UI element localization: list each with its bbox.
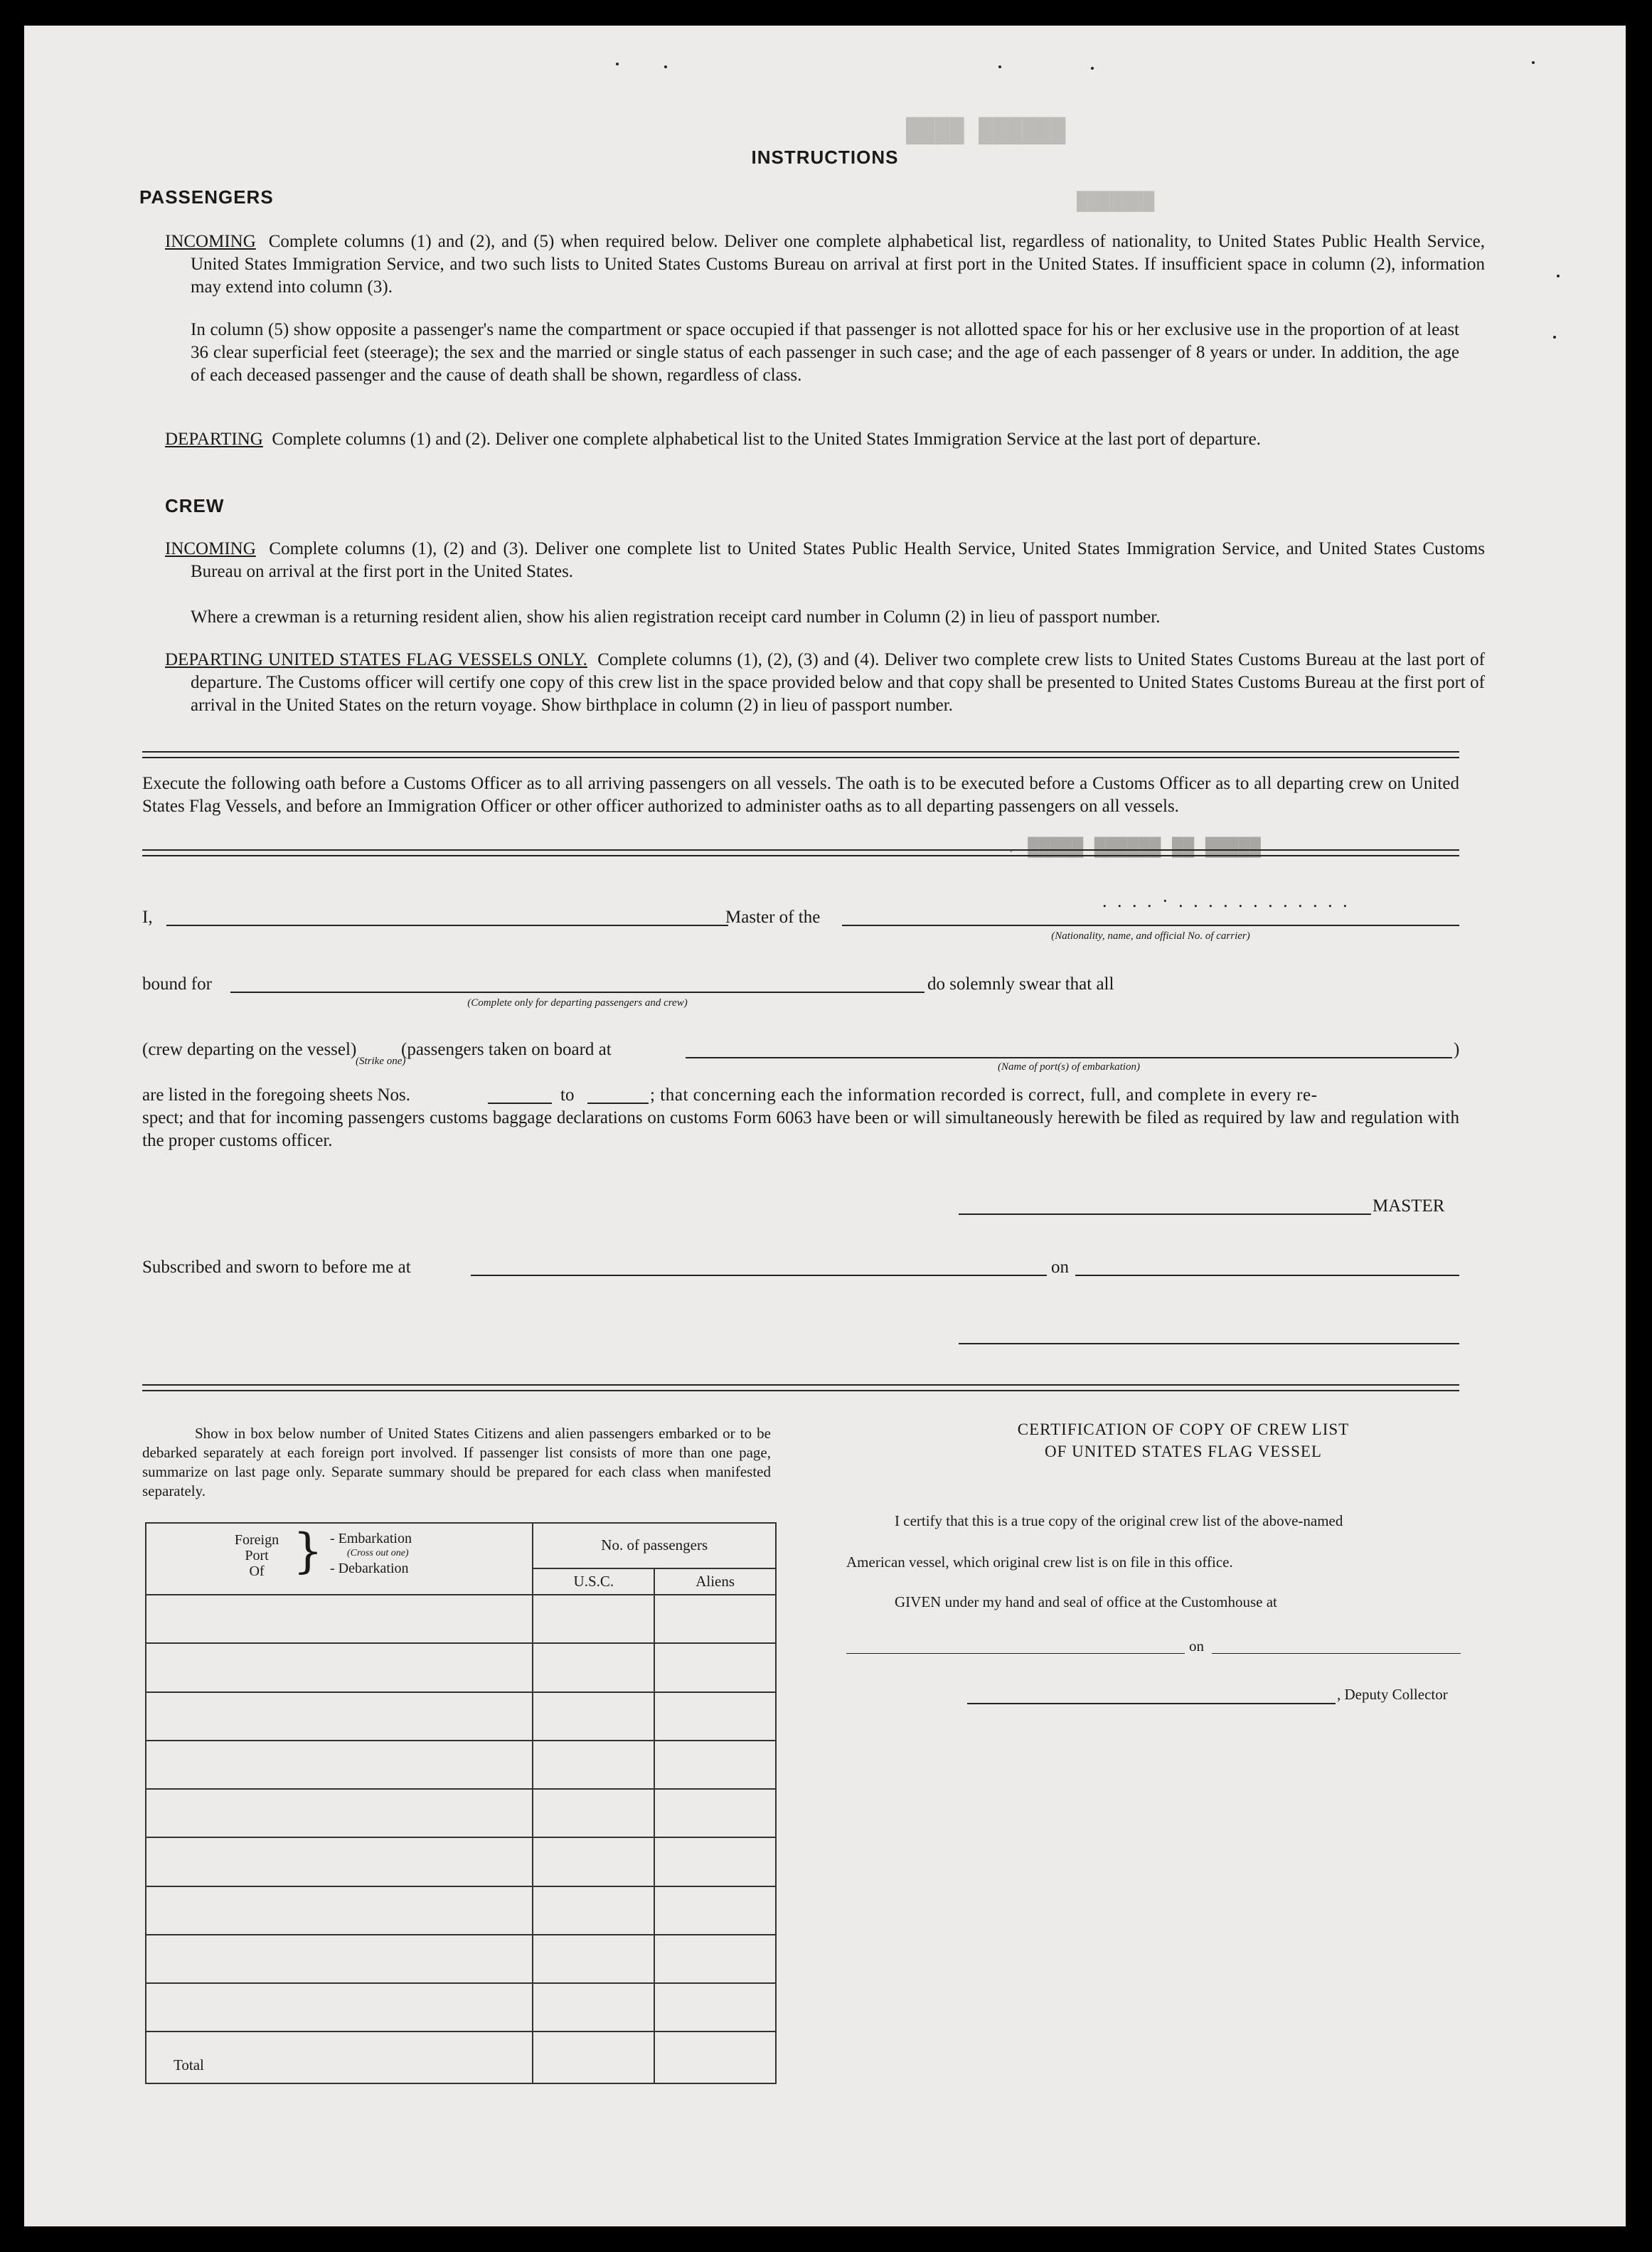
- usc-cell[interactable]: [533, 1837, 654, 1886]
- incoming-label: INCOMING: [165, 232, 256, 251]
- column5-paragraph: In column (5) show opposite a passenger's name the compartment or space occupied if that passenger is not allotted space for his or her exclusive use in the proportion of at least 36 clear superficial feet (steerage); the sex and the married or single status of each passenger in such case; and the age of each passenger of 8 years or under. In addition, the age of each deceased passenger and the cause of death shall be shown, regardless of class.: [191, 320, 1459, 385]
- aliens-cell[interactable]: [654, 1837, 776, 1886]
- aliens-cell[interactable]: [654, 1595, 776, 1643]
- aliens-cell[interactable]: [654, 1935, 776, 1983]
- officer-signature-field[interactable]: [959, 1343, 1459, 1344]
- usc-cell[interactable]: [533, 1741, 654, 1789]
- certification-title-line1: CERTIFICATION OF COPY OF CREW LIST: [1017, 1420, 1350, 1438]
- usc-cell[interactable]: [533, 1643, 654, 1691]
- crew-incoming-paragraph: [165, 538, 1485, 583]
- returning-alien-paragraph: Where a crewman is a returning resident alien, show his alien registration receipt card number in Column (2) in lieu of passport number.: [191, 607, 1161, 627]
- usc-header: U.S.C.: [533, 1568, 654, 1595]
- foreign-label: Foreign: [234, 1532, 279, 1548]
- section-divider: [142, 1384, 1459, 1391]
- summary-instructions: Show in box below number of United States Citizens and alien passengers embarked or to be debarked separately at each foreign port involved. If passenger list consists of more than one page, summarize on last page only. Separate summary should be prepared for each class when manifested separately.: [142, 1425, 771, 1499]
- port-cell[interactable]: [146, 1595, 533, 1643]
- bound-for-label: bound for: [142, 974, 212, 994]
- aliens-total-cell[interactable]: [654, 2031, 776, 2083]
- port-cell[interactable]: [146, 1789, 533, 1837]
- usc-cell[interactable]: [533, 1886, 654, 1935]
- aliens-header: Aliens: [654, 1568, 776, 1595]
- bleed-through-text: ███████: [1077, 191, 1155, 212]
- bleed-through-text: ██████ ████: [906, 118, 1066, 145]
- passengers-incoming-paragraph: [165, 230, 1485, 299]
- solemnly-swear-label: do solemnly swear that all: [927, 974, 1114, 994]
- port-cell[interactable]: [146, 1837, 533, 1886]
- crew-departing-text: Complete columns (1), (2), (3) and (4). Deliver two complete crew lists to United States Customs Bureau at the last port of departure. The Customs officer will certify one copy of this crew list in the space provided below and that copy shall be presented to United States Customs Bureau at the first port of arrival in the United States on the return voyage. Show birthplace in column (2) in lieu of passport number.: [191, 650, 1486, 715]
- port-cell[interactable]: [146, 1983, 533, 2031]
- on-label: on: [1051, 1258, 1069, 1277]
- scan-speck: [998, 65, 1001, 68]
- port-cell[interactable]: [146, 1741, 533, 1789]
- listed-declaration: spect; and that for incoming passengers customs baggage declarations on customs Form 6063 have been or will simultaneously herewith be filed as required by law and regulation with the proper customs officer.: [142, 1108, 1459, 1150]
- no-of-passengers-header: No. of passengers: [533, 1523, 776, 1568]
- passengers-taken-option[interactable]: (passengers taken on board at: [401, 1040, 612, 1059]
- cert-on-label: on: [1189, 1637, 1204, 1655]
- sheet-from-field[interactable]: [488, 1103, 552, 1104]
- usc-cell[interactable]: [533, 1935, 654, 1983]
- master-name-field[interactable]: [166, 925, 728, 926]
- certify-line1: I certify that this is a true copy of the original crew list of the above-named: [895, 1512, 1343, 1529]
- aliens-cell[interactable]: [654, 1983, 776, 2031]
- ports-caption: (Name of port(s) of embarkation): [998, 1061, 1140, 1073]
- departing-text: Complete columns (1) and (2). Deliver one complete alphabetical list to the United States Immigration Service at the last port of departure.: [272, 430, 1261, 449]
- customhouse-place-field[interactable]: [846, 1653, 1185, 1654]
- aliens-cell[interactable]: [654, 1789, 776, 1837]
- master-signature-field[interactable]: [959, 1213, 1371, 1215]
- bleed-through-text: █████ ██ ██████ █████ .: [1006, 836, 1261, 858]
- of-label: Of: [249, 1563, 265, 1579]
- close-paren: ): [1454, 1040, 1460, 1059]
- scan-speck: [1532, 61, 1535, 64]
- cross-out-caption: (Cross out one): [347, 1548, 409, 1558]
- crew-incoming-label: INCOMING: [165, 539, 256, 558]
- sworn-place-field[interactable]: [471, 1275, 1047, 1276]
- listed-line-start: [142, 1084, 410, 1107]
- listed-continued: ; that concerning each the information recorded is correct, full, and complete in every re-: [650, 1085, 1318, 1105]
- port-cell[interactable]: [146, 1692, 533, 1741]
- listed-sheets-label: are listed in the foregoing sheets Nos.: [142, 1085, 410, 1105]
- aliens-cell[interactable]: [654, 1643, 776, 1691]
- total-label-cell: Total: [146, 2031, 533, 2083]
- master-label: MASTER: [1373, 1196, 1445, 1216]
- usc-cell[interactable]: [533, 1983, 654, 2031]
- usc-cell[interactable]: [533, 1595, 654, 1643]
- scan-speck: [1553, 336, 1556, 339]
- scan-speck: [664, 65, 667, 68]
- scan-speck: [1557, 275, 1560, 277]
- nationality-caption: (Nationality, name, and official No. of carrier): [1051, 930, 1250, 942]
- departing-caption: (Complete only for departing passengers and crew): [467, 997, 688, 1009]
- carrier-field[interactable]: [842, 925, 1459, 926]
- scan-speck: [616, 63, 619, 65]
- form-page: [24, 26, 1626, 2226]
- incoming-text: Complete columns (1) and (2), and (5) when required below. Deliver one complete alphabetical list, regardless of nationality, to United States Public Health Service, United States Immigration Service, and two such lists to United States Customs Bureau on arrival at first port in the United States. If insufficient space in column (2), information may extend into column (3).: [191, 232, 1486, 297]
- scan-speck: [1091, 67, 1094, 70]
- deputy-collector-label: , Deputy Collector: [1337, 1686, 1448, 1703]
- certification-title: [870, 1418, 1496, 1462]
- aliens-cell[interactable]: [654, 1741, 776, 1789]
- usc-cell[interactable]: [533, 1789, 654, 1837]
- sheet-to-field[interactable]: [587, 1103, 649, 1104]
- strike-one-caption: (Strike one): [356, 1056, 406, 1067]
- oath-i-label: I,: [142, 908, 153, 927]
- port-cell[interactable]: [146, 1886, 533, 1935]
- destination-field[interactable]: [230, 992, 924, 993]
- port-label: Port: [245, 1548, 269, 1563]
- crew-departing-label: DEPARTING UNITED STATES FLAG VESSELS ONLY.: [165, 650, 587, 669]
- foreign-port-of: [225, 1532, 289, 1579]
- embarkation-ports-field[interactable]: [686, 1057, 1452, 1058]
- certification-title-line2: OF UNITED STATES FLAG VESSEL: [1045, 1443, 1322, 1460]
- given-under-hand: GIVEN under my hand and seal of office at the Customhouse at: [895, 1593, 1277, 1610]
- departing-label: DEPARTING: [165, 430, 263, 449]
- port-header-cell: [146, 1523, 533, 1595]
- certify-line2: American vessel, which original crew list is on file in this office.: [846, 1553, 1233, 1571]
- embarkation-option[interactable]: - Embarkation: [330, 1531, 412, 1546]
- section-divider: [142, 849, 1459, 856]
- brace-icon: }: [293, 1524, 323, 1578]
- sworn-date-field[interactable]: [1075, 1275, 1459, 1276]
- aliens-cell[interactable]: [654, 1692, 776, 1741]
- passengers-heading: PASSENGERS: [139, 186, 274, 208]
- usc-cell[interactable]: [533, 1692, 654, 1741]
- dotted-mark: . . . . · . . . . . . . . . . . .: [1102, 891, 1350, 911]
- page-title: INSTRUCTIONS: [751, 147, 899, 168]
- crew-heading: CREW: [165, 495, 225, 516]
- crew-departing-paragraph: [165, 649, 1485, 717]
- crew-incoming-text: Complete columns (1), (2) and (3). Deliver one complete list to United States Public Health Service, United States Immigration Service, and United States Customs Bureau on arrival at the first port in the United States.: [191, 539, 1486, 581]
- port-cell[interactable]: [146, 1935, 533, 1983]
- aliens-cell[interactable]: [654, 1886, 776, 1935]
- master-of-the-label: Master of the: [725, 908, 821, 927]
- deputy-signature-field[interactable]: [967, 1703, 1336, 1704]
- subscribed-label: Subscribed and sworn to before me at: [142, 1258, 411, 1277]
- customhouse-date-field[interactable]: [1212, 1653, 1461, 1654]
- usc-total-cell[interactable]: [533, 2031, 654, 2083]
- debarkation-option[interactable]: - Debarkation: [330, 1561, 409, 1576]
- crew-departing-option[interactable]: (crew departing on the vessel): [142, 1040, 357, 1059]
- section-divider: [142, 751, 1459, 758]
- passenger-summary-table: [145, 1522, 777, 2084]
- passengers-departing-paragraph: [165, 428, 1485, 451]
- oath-instructions: Execute the following oath before a Customs Officer as to all arriving passengers on all vessels. The oath is to be executed before a Customs Officer as to all departing crew on United States Flag Vessels, and before an Immigration Officer or other officer authorized to administer oaths as to all departing passengers on all vessels.: [142, 774, 1459, 816]
- to-label: to: [560, 1085, 575, 1105]
- port-cell[interactable]: [146, 1643, 533, 1691]
